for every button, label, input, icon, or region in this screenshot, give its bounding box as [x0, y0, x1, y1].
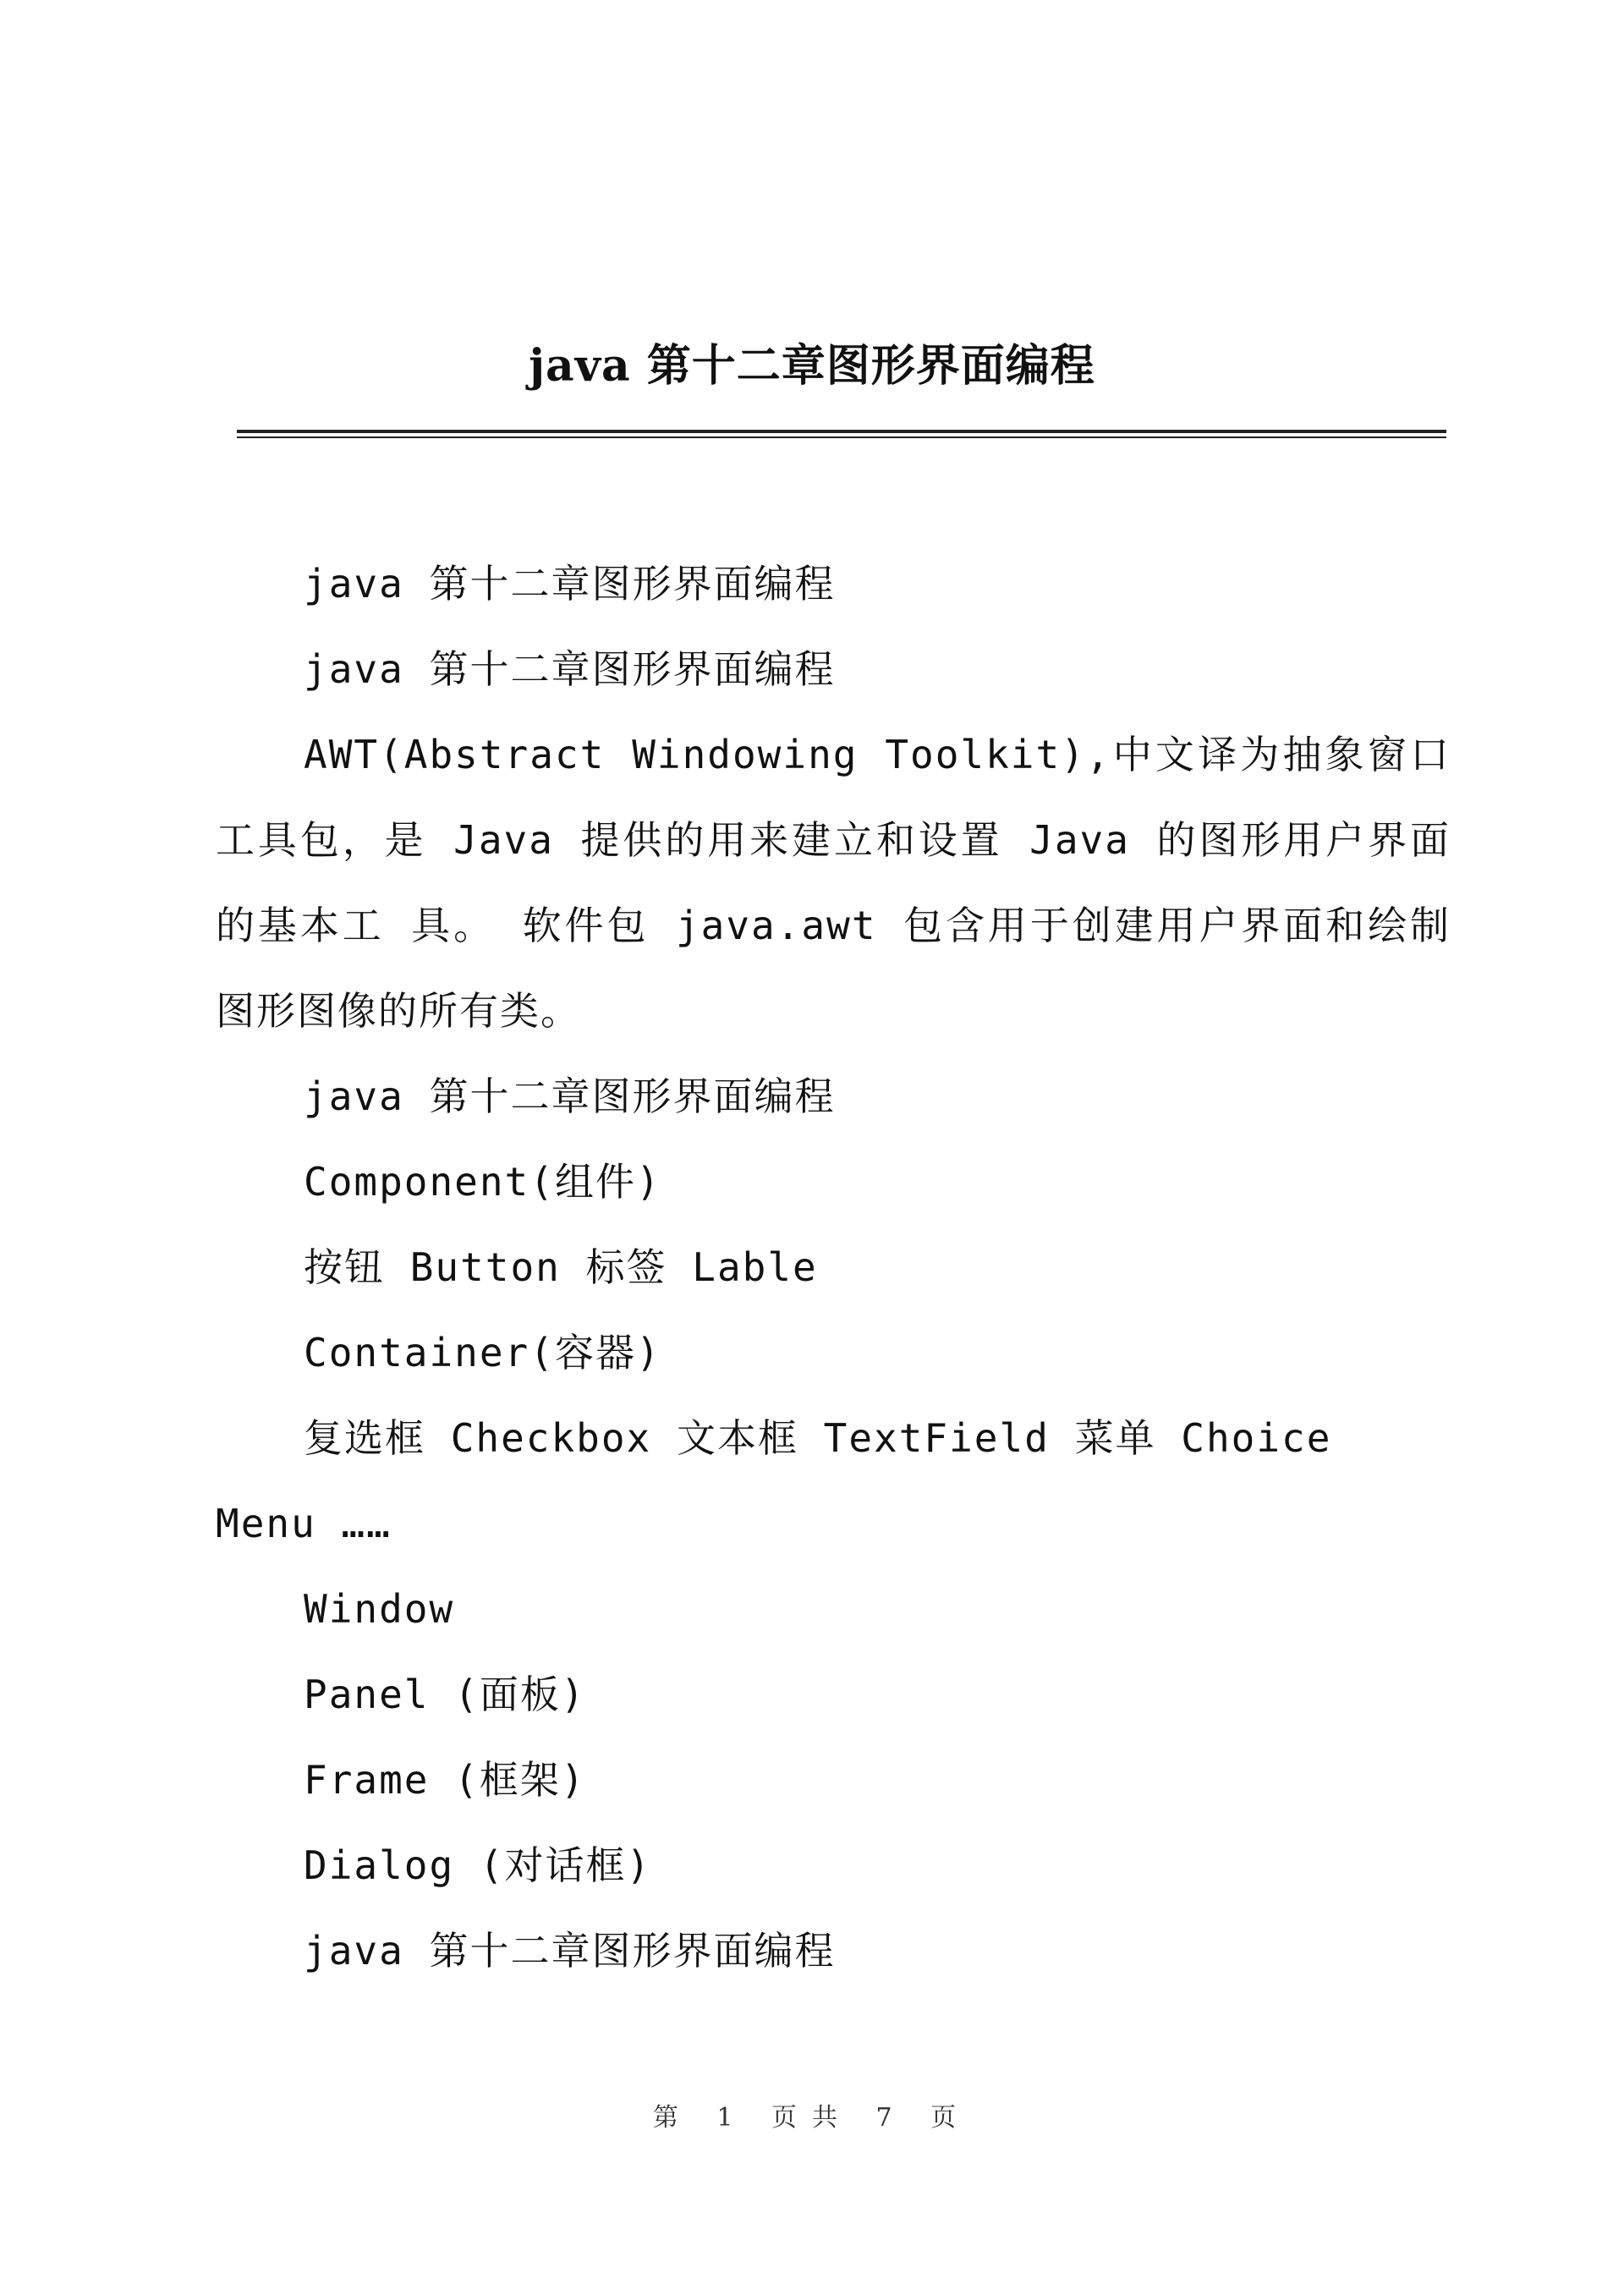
title-divider-thin [237, 436, 1446, 438]
body-line: java 第十二章图形界面编程 [304, 561, 836, 607]
awt-paragraph: AWT(Abstract Windowing Toolkit),中文译为抽象窗口工具包，是 Java 提供的用来建立和设置 Java 的图形用户界面的基本工 具。 软件包 java.awt 包含用于创建用户界面和绘制图形图像的所有类。 [216, 732, 1451, 1034]
page-footer: 第 1 页共 7 页 [652, 2103, 972, 2133]
body-line: java 第十二章图形界面编程 [304, 646, 836, 692]
body-line: Window [304, 1586, 455, 1632]
document-body [216, 541, 1451, 1994]
body-line: Component(组件) [304, 1159, 661, 1205]
body-line: 按钮 Button 标签 Lable [304, 1244, 818, 1290]
title-divider-thick [237, 430, 1446, 433]
body-line: Menu …… [216, 1501, 392, 1546]
body-line: 复选框 Checkbox 文本框 TextField 菜单 Choice [304, 1415, 1332, 1461]
body-line: java 第十二章图形界面编程 [304, 1073, 836, 1119]
body-line: Container(容器) [304, 1330, 661, 1375]
page-title: java 第十二章图形界面编程 [529, 340, 1095, 392]
body-line: Panel (面板) [304, 1672, 586, 1717]
body-line: java 第十二章图形界面编程 [304, 1928, 836, 1974]
body-line: Dialog (对话框) [304, 1842, 652, 1888]
body-line: Frame (框架) [304, 1757, 586, 1803]
